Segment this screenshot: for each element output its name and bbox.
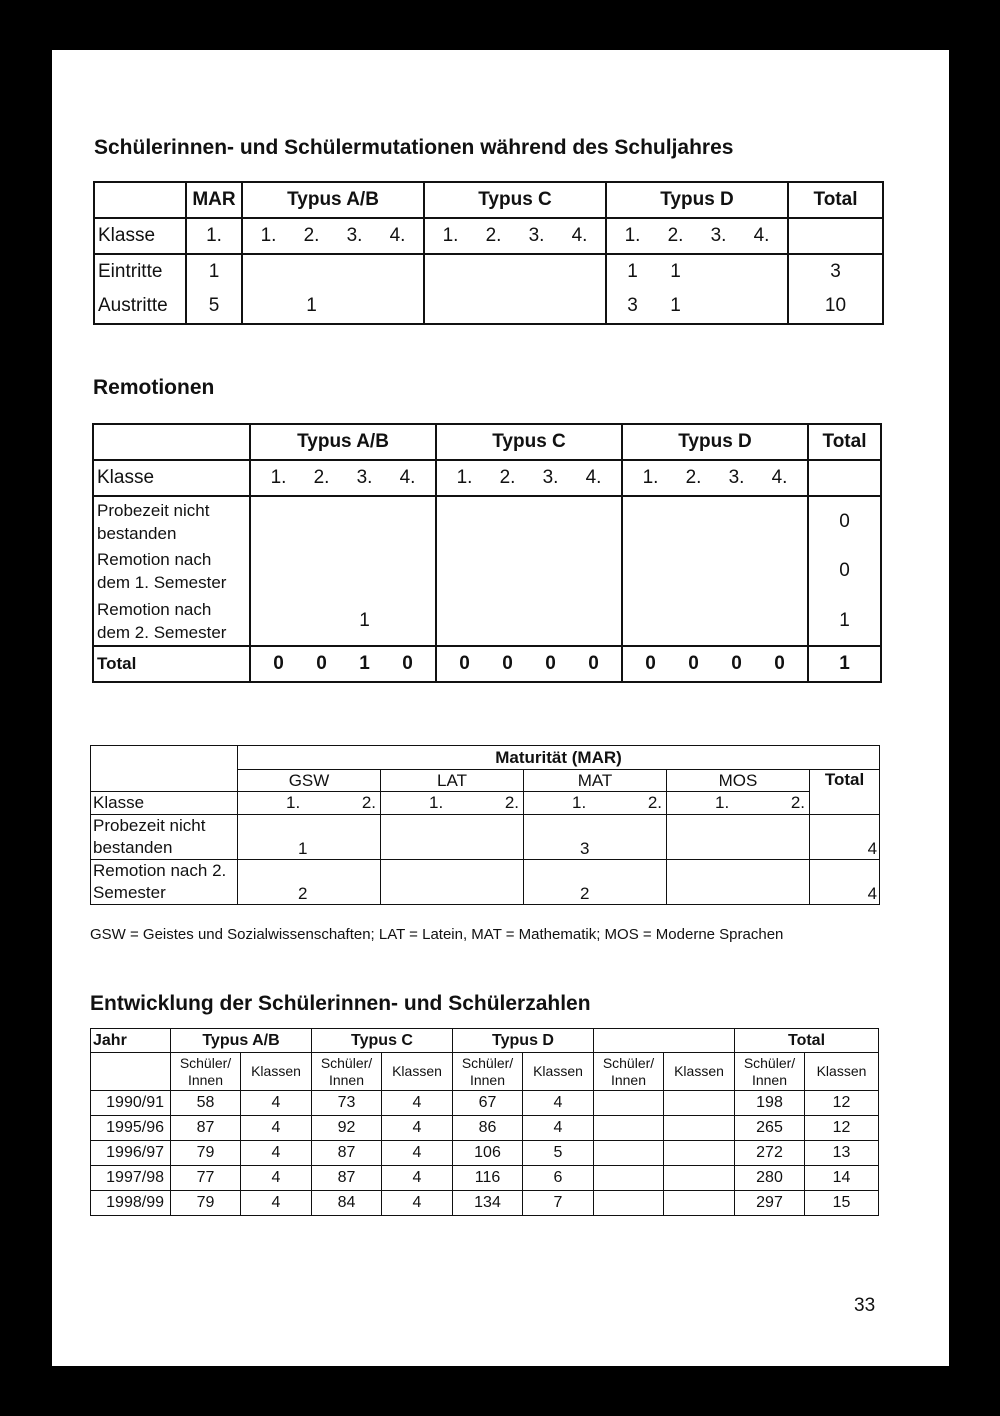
probezeit-lat (381, 815, 524, 860)
value-cell: 73 (312, 1091, 382, 1116)
header-total: Total (735, 1029, 879, 1053)
value-cell: 4 (523, 1116, 594, 1141)
value-cell (594, 1166, 664, 1191)
austritte-mar: 5 (186, 289, 242, 324)
remotion-2-ab: 1 (359, 609, 370, 631)
subject-mos: MOS (667, 770, 810, 792)
value-cell: 67 (453, 1091, 523, 1116)
value-cell: 7 (523, 1191, 594, 1216)
total-ab: 0 0 1 0 (273, 653, 413, 674)
row-label-probezeit: Probezeit nicht bestanden (93, 496, 250, 546)
remotion-lat (381, 860, 524, 905)
header-typus-d: Typus D (606, 182, 788, 218)
eintritte-d: 1 1 (627, 261, 681, 282)
value-cell: 4 (382, 1141, 453, 1166)
value-cell: 134 (453, 1191, 523, 1216)
value-cell: 297 (735, 1191, 805, 1216)
austritte-total: 10 (788, 289, 883, 324)
header-mar: MAR (186, 182, 242, 218)
document-page (52, 50, 949, 1366)
subject-gsw: GSW (238, 770, 381, 792)
value-cell: 265 (735, 1116, 805, 1141)
value-cell (664, 1141, 735, 1166)
header-total: Total (788, 182, 883, 218)
probezeit-total: 0 (808, 496, 881, 546)
value-cell: 4 (241, 1116, 312, 1141)
value-cell: 6 (523, 1166, 594, 1191)
remotion-mos (667, 860, 810, 905)
value-cell: 86 (453, 1116, 523, 1141)
value-cell (664, 1166, 735, 1191)
section-title-entwicklung: Entwicklung der Schülerinnen- und Schülerzahlen (90, 992, 591, 1015)
header-typus-ab: Typus A/B (242, 182, 424, 218)
section-title-mutationen: Schülerinnen- und Schülermutationen während des Schuljahres (94, 136, 734, 159)
sub-klassen-total: Klassen (805, 1053, 879, 1091)
value-cell (594, 1191, 664, 1216)
value-cell: 12 (805, 1116, 879, 1141)
maturitaet-header: Maturität (MAR) (238, 746, 880, 770)
row-label-probezeit: Probezeit nicht bestanden (91, 815, 238, 860)
value-cell: 4 (523, 1091, 594, 1116)
footnote: GSW = Geistes und Sozialwissenschaften; LAT = Latein, MAT = Mathematik; MOS = Moderne Sprachen (90, 926, 784, 943)
total-c: 0 0 0 0 (459, 653, 599, 674)
value-cell: 4 (241, 1141, 312, 1166)
table-row (91, 1116, 879, 1141)
value-cell: 4 (241, 1091, 312, 1116)
year-cell: 1998/99 (91, 1191, 171, 1216)
value-cell (594, 1116, 664, 1141)
value-cell (664, 1191, 735, 1216)
subject-mat: MAT (524, 770, 667, 792)
class-pair-lat: 1. 2. (429, 793, 519, 812)
sub-schueler-ab: Schüler/ Innen (171, 1053, 241, 1091)
header-typus-d: Typus D (622, 424, 808, 460)
value-cell: 15 (805, 1191, 879, 1216)
page-number: 33 (854, 1295, 876, 1316)
remotionen-table (92, 423, 882, 683)
sub-schueler-total: Schüler/ Innen (735, 1053, 805, 1091)
remotion-mat: 2 (524, 860, 667, 905)
value-cell: 79 (171, 1191, 241, 1216)
total-d: 0 0 0 0 (645, 653, 785, 674)
klasse-label: Klasse (91, 792, 238, 815)
value-cell: 5 (523, 1141, 594, 1166)
header-typus-c: Typus C (424, 182, 606, 218)
value-cell: 4 (382, 1166, 453, 1191)
value-cell: 13 (805, 1141, 879, 1166)
table-row (91, 1141, 879, 1166)
row-label-austritte: Austritte (94, 289, 186, 324)
value-cell: 87 (171, 1116, 241, 1141)
sub-schueler-empty: Schüler/ Innen (594, 1053, 664, 1091)
klasse-label: Klasse (94, 218, 186, 254)
year-cell: 1997/98 (91, 1166, 171, 1191)
header-empty-group (594, 1029, 735, 1053)
eintritte-mar: 1 (186, 254, 242, 289)
value-cell: 92 (312, 1116, 382, 1141)
header-typus-ab: Typus A/B (171, 1029, 312, 1053)
value-cell: 280 (735, 1166, 805, 1191)
value-cell: 12 (805, 1091, 879, 1116)
probezeit-mat: 3 (524, 815, 667, 860)
sub-klassen-empty: Klassen (664, 1053, 735, 1091)
header-typus-c: Typus C (312, 1029, 453, 1053)
value-cell: 4 (382, 1191, 453, 1216)
sub-klassen-ab: Klassen (241, 1053, 312, 1091)
header-total: Total (808, 424, 881, 460)
value-cell: 79 (171, 1141, 241, 1166)
row-label-eintritte: Eintritte (94, 254, 186, 289)
eintritte-total: 3 (788, 254, 883, 289)
class-pair-gsw: 1. 2. (286, 793, 376, 812)
value-cell: 4 (241, 1166, 312, 1191)
row-label-remotion-2: Remotion nach dem 2. Semester (93, 596, 250, 646)
value-cell (594, 1091, 664, 1116)
table-row (91, 1166, 879, 1191)
header-typus-ab: Typus A/B (250, 424, 436, 460)
total-row-label: Total (93, 646, 250, 682)
table-row (91, 1191, 879, 1216)
value-cell (664, 1116, 735, 1141)
class-ticks-d: 1. 2. 3. 4. (642, 467, 788, 488)
year-cell: 1995/96 (91, 1116, 171, 1141)
sub-klassen-d: Klassen (523, 1053, 594, 1091)
class-pair-mat: 1. 2. (572, 793, 662, 812)
class-ticks-c: 1. 2. 3. 4. (456, 467, 602, 488)
remotion-total: 4 (810, 860, 880, 905)
mar-class: 1. (186, 218, 242, 254)
klasse-label: Klasse (93, 460, 250, 496)
class-ticks-ab: 1. 2. 3. 4. (270, 467, 416, 488)
row-label-remotion-1: Remotion nach dem 1. Semester (93, 546, 250, 596)
class-ticks-c: 1. 2. 3. 4. (442, 225, 588, 246)
year-cell: 1990/91 (91, 1091, 171, 1116)
austritte-ab: 1 (306, 295, 317, 316)
value-cell: 14 (805, 1166, 879, 1191)
probezeit-total: 4 (810, 815, 880, 860)
value-cell: 116 (453, 1166, 523, 1191)
header-typus-c: Typus C (436, 424, 622, 460)
remotion-gsw: 2 (238, 860, 381, 905)
entwicklung-table (90, 1028, 879, 1216)
probezeit-gsw: 1 (238, 815, 381, 860)
remotion-2-total: 1 (808, 596, 881, 646)
class-ticks-d: 1. 2. 3. 4. (624, 225, 770, 246)
sub-schueler-c: Schüler/ Innen (312, 1053, 382, 1091)
value-cell: 77 (171, 1166, 241, 1191)
sub-schueler-d: Schüler/ Innen (453, 1053, 523, 1091)
value-cell: 58 (171, 1091, 241, 1116)
value-cell (594, 1141, 664, 1166)
total-total: 1 (808, 646, 881, 682)
remotion-1-total: 0 (808, 546, 881, 596)
header-jahr: Jahr (91, 1029, 171, 1053)
value-cell: 4 (382, 1091, 453, 1116)
value-cell: 198 (735, 1091, 805, 1116)
austritte-d: 3 1 (627, 295, 681, 316)
mutationen-table (93, 181, 884, 325)
value-cell: 87 (312, 1166, 382, 1191)
class-ticks-ab: 1. 2. 3. 4. (260, 225, 406, 246)
value-cell: 4 (241, 1191, 312, 1216)
maturitaet-table (90, 745, 880, 905)
section-title-remotionen: Remotionen (93, 376, 215, 399)
header-typus-d: Typus D (453, 1029, 594, 1053)
value-cell: 84 (312, 1191, 382, 1216)
sub-klassen-c: Klassen (382, 1053, 453, 1091)
table-row (91, 1091, 879, 1116)
subject-lat: LAT (381, 770, 524, 792)
row-label-remotion-2: Remotion nach 2. Semester (91, 860, 238, 905)
value-cell: 106 (453, 1141, 523, 1166)
probezeit-mos (667, 815, 810, 860)
value-cell: 272 (735, 1141, 805, 1166)
value-cell: 4 (382, 1116, 453, 1141)
year-cell: 1996/97 (91, 1141, 171, 1166)
header-total: Total (810, 770, 880, 815)
class-pair-mos: 1. 2. (715, 793, 805, 812)
value-cell: 87 (312, 1141, 382, 1166)
value-cell (664, 1091, 735, 1116)
